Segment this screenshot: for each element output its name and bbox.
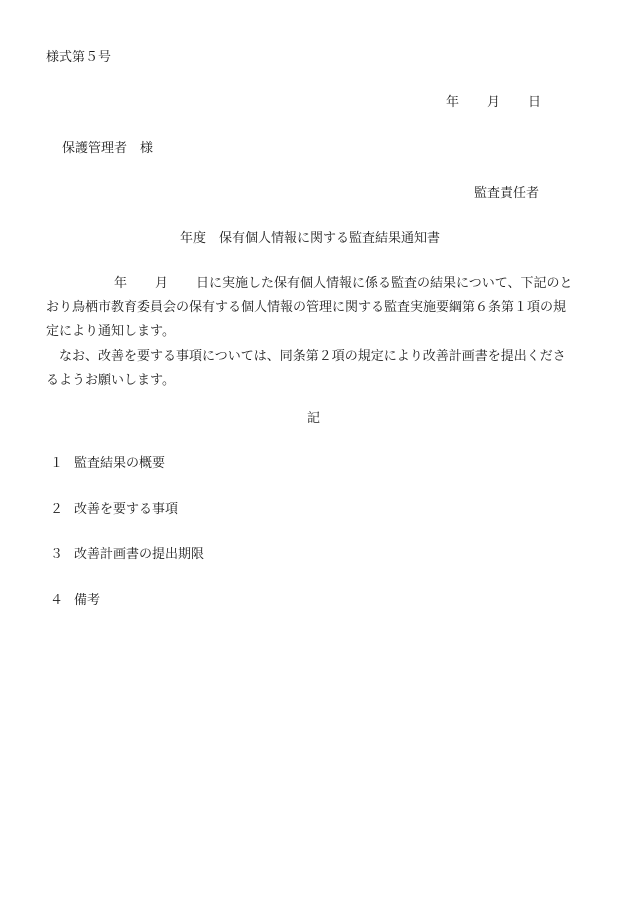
paragraph-1-line-2: おり鳥栖市教育委員会の保有する個人情報の管理に関する監査実施要綱第６条第１項の規 (46, 300, 567, 315)
date-line (446, 95, 541, 111)
ki-heading: 記 (307, 411, 321, 426)
list-item (50, 456, 165, 472)
form-number: 様式第５号 (46, 50, 112, 65)
paragraph-2-line-2: るようお願いします。 (46, 373, 175, 388)
para-year-label: 年 (114, 276, 128, 291)
para-month-label: 月 (155, 276, 169, 291)
list-item (50, 593, 100, 609)
item-label: 備考 (74, 593, 101, 608)
item-number: １ (50, 456, 64, 471)
date-day-label: 日 (528, 95, 542, 110)
paragraph-1-line-1 (46, 272, 586, 296)
sender-title: 監査責任者 (474, 186, 540, 201)
date-month-label: 月 (487, 95, 501, 110)
list-item (50, 502, 178, 518)
paragraph-1-line-3: 定により通知します。 (46, 324, 175, 339)
item-number: ２ (50, 502, 64, 517)
paragraph-1-line-1-text: 日に実施した保有個人情報に係る監査の結果について、下記のと (196, 276, 573, 291)
item-label: 改善計画書の提出期限 (74, 547, 205, 562)
body-paragraph-2 (46, 345, 586, 393)
paragraph-2-line-1: なお、改善を要する事項については、同条第２項の規定により改善計画書を提出くださ (46, 349, 566, 364)
addressee: 保護管理者 様 (62, 141, 154, 156)
document-title: 年度 保有個人情報に関する監査結果通知書 (180, 231, 441, 246)
item-number: ４ (50, 593, 64, 608)
body-paragraph-1 (46, 272, 586, 344)
item-label: 改善を要する事項 (74, 502, 179, 517)
item-label: 監査結果の概要 (74, 456, 166, 471)
date-year-label: 年 (446, 95, 460, 110)
item-number: ３ (50, 547, 64, 562)
list-item (50, 547, 204, 563)
